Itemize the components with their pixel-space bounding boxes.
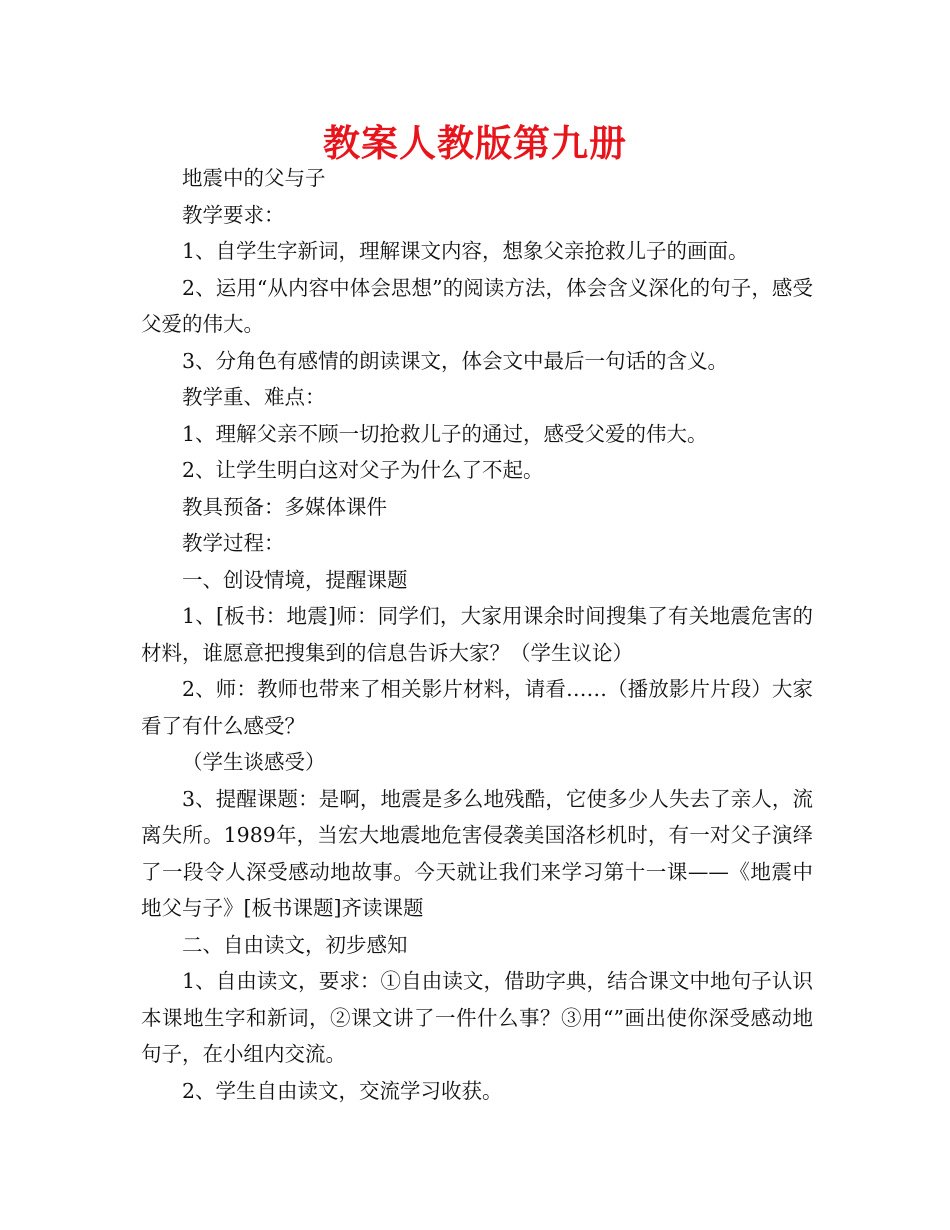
- lesson-title: 地震中的父与子: [182, 166, 326, 190]
- requirement-item-1: 1、自学生字新词，理解课文内容，想象父亲抢救儿子的画面。: [182, 239, 749, 263]
- process-paragraph: 1、[板书：地震]师：同学们，大家用课余时间搜集了有关地震危害的材料，谁愿意把搜集到的信息告诉大家？（学生议论）: [141, 604, 813, 665]
- key-point-item-2: 2、让学生明白这对父子为什么了不起。: [182, 458, 544, 482]
- process-paragraph: 1、自由读文，要求：①自由读文，借助字典，结合课文中地句子认识本课地生字和新词，②课文讲了一件什么事？③用“”画出使你深受感动地句子，在小组内交流。: [141, 969, 813, 1066]
- process-paragraph: （学生谈感受）: [182, 750, 326, 774]
- document-title: 教案人教版第九册: [323, 122, 627, 165]
- process-paragraph: 2、师：教师也带来了相关影片材料，请看……（播放影片片段）大家看了有什么感受？: [141, 677, 813, 738]
- section-heading-requirements: 教学要求：: [182, 202, 285, 227]
- process-step-2-heading: 二、自由读文，初步感知: [182, 932, 408, 957]
- section-heading-process: 教学过程：: [182, 531, 285, 555]
- process-paragraph: 2、学生自由读文，交流学习收获。: [182, 1078, 503, 1103]
- section-heading-key-points: 教学重、难点：: [182, 385, 326, 409]
- requirement-item-3: 3、分角色有感情的朗读课文，体会文中最后一句话的含义。: [182, 348, 729, 373]
- process-step-1-heading: 一、创设情境，提醒课题: [182, 567, 408, 592]
- requirement-item-2: 2、运用“从内容中体会思想”的阅读方法，体会含义深化的句子，感受父爱的伟大。: [141, 275, 813, 336]
- process-paragraph: 3、提醒课题：是啊，地震是多么地残酷，它使多少人失去了亲人，流离失所。1989年，当宏大地震地危害侵袭美国洛杉机时，有一对父子演绎了一段令人深受感动地故事。今天就让我们来学习第十一课——《地震中地父与子》[板书课题]齐读课题: [141, 786, 813, 920]
- key-point-item-1: 1、理解父亲不顾一切抢救儿子的通过，感受父爱的伟大。: [182, 421, 708, 446]
- teaching-aids: 教具预备：多媒体课件: [182, 494, 387, 519]
- document-body: [141, 160, 813, 1109]
